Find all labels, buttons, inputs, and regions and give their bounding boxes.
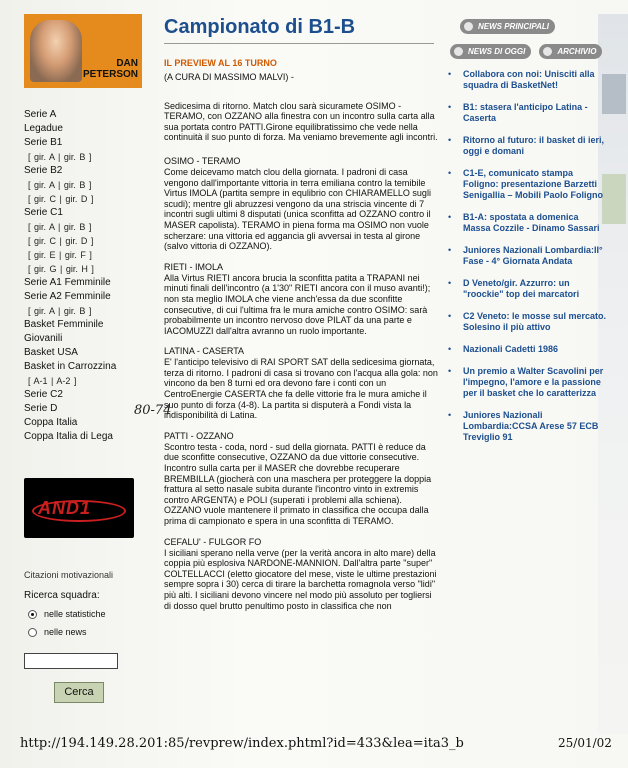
bullet-icon: •	[448, 168, 452, 178]
news-link[interactable]: Juniores Nazionali Lombardia:CCSA Arese 57 ECB Treviglio 91	[463, 410, 599, 442]
news-link[interactable]: D Veneto/gir. Azzurro: un "roockie" top dei marcatori	[463, 278, 580, 299]
bullet-icon: •	[448, 212, 452, 222]
banner-logo-text: AND1	[38, 498, 92, 518]
article-sections	[164, 156, 440, 611]
news-item[interactable]	[448, 344, 608, 355]
nav-item[interactable]: Legadue	[24, 123, 63, 134]
nav-subgroup-links[interactable]: [ gir. A | gir. B ]	[28, 152, 92, 162]
section-heading: LATINA - CASERTA	[164, 346, 245, 357]
nav-subgroup-links[interactable]: [ gir. A | gir. B ]	[28, 180, 92, 190]
nav-item[interactable]: Giovanili	[24, 333, 63, 344]
nav-item[interactable]: Coppa Italia di Lega	[24, 431, 113, 442]
nav-item[interactable]: Serie B2	[24, 165, 63, 176]
nav-subgroup-links[interactable]: [ gir. C | gir. D ]	[28, 236, 94, 246]
league-navigation	[24, 108, 144, 444]
news-item[interactable]	[448, 135, 608, 157]
section-body: Alla Virtus RIETI ancora brucia la sconfitta patita a TRAPANI nei minuti finali dell'incontro (a 1'30" RIETI ancora con il muso avanti!); non sta meglio IMOLA che viene anch'essa da due sconfitte consecutive, di cui l'ultima fra le mura amiche contro OSIMO: sarà probabilmente un incontro nervoso dove PILAT da una parte e IACOMUZZI dall'altra avranno un ruolo importante.	[164, 272, 431, 336]
news-item[interactable]	[448, 102, 608, 124]
bullet-icon: •	[448, 278, 452, 288]
section-body: E' l'anticipo televisivo di RAI SPORT SAT della sedicesima giornata, terza di ritorno. I padroni di casa si trovano con l'acqua alla gola: non vincono da ben 8 turni ed ora devono fare i conti con un CentroEnergie CASERTA che fa delle vittorie fra le mura amiche il suo punto di forza (4-8). La partita si disputerà a Fondi vista la indisponibilità di Latina.	[164, 357, 438, 421]
news-item[interactable]	[448, 168, 608, 201]
nav-item[interactable]: Serie B1	[24, 137, 63, 148]
section-body: Come deicevamo match clou della giornata. I padroni di casa vengono dall'importante vittoria in terra emiliana contro la temibile Virtus IMOLA (partita sempre in equlibrio con CHIARAMELLO sugli scudi); mentre gli abruzzesi vengono da una striscia vincente di 7 incontri sugli ultimi 8 disputati (unica sconfitta ad OZZANO contro il MASER capolista). TERAMO in piena forma ma OSIMO non vuole scherzare: una vittoria ed aggancia gli avversai in testa al girone (salvo vittoria di OZZANO).	[164, 166, 431, 252]
nav-subgroup-links[interactable]: [ gir. E | gir. F ]	[28, 250, 92, 260]
news-list	[448, 69, 608, 443]
nav-item[interactable]: Serie C2	[24, 389, 63, 400]
bullet-icon: •	[448, 311, 452, 321]
news-item[interactable]	[448, 410, 608, 443]
article-credit: (A CURA DI MASSIMO MALVI) -	[164, 72, 294, 82]
bullet-icon: •	[448, 102, 452, 112]
bullet-icon: •	[448, 344, 452, 354]
nav-subgroup-links[interactable]: [ gir. G | gir. H ]	[28, 264, 94, 274]
news-item[interactable]	[448, 278, 608, 300]
nav-item[interactable]: Serie A1 Femminile	[24, 277, 111, 288]
news-link[interactable]: B1-A: spostata a domenica Massa Cozzile - Dinamo Sassari	[463, 212, 600, 233]
section-heading: PATTI - OZZANO	[164, 430, 234, 441]
section-heading: RIETI - IMOLA	[164, 261, 224, 272]
article-intro: Sedicesima di ritorno. Match clou sarà sicuramete OSIMO - TERAMO, con OZZANO alla finestra con un incontro sulla carta alla sua portata contro PATTI.Girone equilibratissimo che vede nella continuità il suo punto di forza. Ma veniamo brevemente agli incontri.	[164, 100, 438, 143]
article	[164, 16, 440, 611]
nav-item[interactable]: Serie A2 Femminile	[24, 291, 111, 302]
tab-news-di-oggi[interactable]: NEWS DI OGGI	[450, 44, 531, 59]
radio-selected-icon[interactable]	[28, 610, 37, 619]
news-item[interactable]	[448, 311, 608, 333]
section-heading: CEFALU' - FULGOR FO	[164, 536, 262, 547]
nav-item[interactable]: Basket Femminile	[24, 319, 104, 330]
news-item[interactable]	[448, 245, 608, 267]
bullet-icon: •	[448, 410, 452, 420]
news-sidebar	[448, 16, 608, 454]
bullet-icon: •	[448, 245, 452, 255]
news-link[interactable]: C1-E, comunicato stampa Foligno: presentazione Barzetti Senigallia – Mobili Paolo Foligno	[463, 168, 604, 200]
tab-news-principali[interactable]: NEWS PRINCIPALI	[460, 19, 555, 34]
search-team-label: Ricerca squadra:	[24, 590, 100, 601]
news-link[interactable]: C2 Veneto: le mosse sul mercato. Solesino il più attivo	[463, 311, 607, 332]
radio-news-label: nelle news	[44, 627, 87, 637]
news-link[interactable]: Ritorno al futuro: il basket di ieri, oggi e domani	[463, 135, 605, 156]
bullet-icon: •	[448, 366, 452, 376]
news-link[interactable]: Juniores Nazionali Lombardia:II° Fase - 4° Giornata Andata	[463, 245, 603, 266]
print-footer-url: http://194.149.28.201:85/revprew/index.phtml?id=433&lea=ita3_b	[20, 736, 464, 751]
handwritten-score-annotation: 80-74	[134, 403, 172, 418]
nav-item[interactable]: Coppa Italia	[24, 417, 78, 428]
page-title: Campionato di B1-B	[164, 16, 356, 38]
nav-subgroup-links[interactable]: [ gir. A | gir. B ]	[28, 306, 92, 316]
nav-item[interactable]: Serie D	[24, 403, 58, 414]
columnist-name: DAN PETERSON	[82, 58, 138, 80]
print-footer-date: 25/01/02	[558, 736, 612, 750]
tab-archivio[interactable]: ARCHIVIO	[539, 44, 602, 59]
news-item[interactable]	[448, 69, 608, 91]
news-link[interactable]: Un premio a Walter Scavolini per l'impegno, l'amore e la passione per il basket che lo caratterizza	[463, 366, 604, 398]
columnist-logo[interactable]	[24, 14, 142, 88]
news-link[interactable]: Nazionali Cadetti 1986	[463, 344, 559, 354]
cerca-button[interactable]: Cerca	[54, 682, 104, 703]
nav-item[interactable]: Serie C1	[24, 207, 63, 218]
radio-stats-option[interactable]	[24, 609, 144, 619]
news-link[interactable]: Collabora con noi: Unisciti alla squadra di BasketNet!	[463, 69, 595, 90]
title-divider	[164, 43, 434, 44]
nav-subgroup-links[interactable]: [ A-1 | A-2 ]	[28, 376, 77, 386]
radio-news-option[interactable]	[24, 627, 144, 637]
nav-item[interactable]: Basket in Carrozzina	[24, 361, 117, 372]
news-item[interactable]	[448, 212, 608, 234]
portrait-image	[30, 20, 82, 82]
and1-banner[interactable]	[24, 478, 134, 538]
nav-subgroup-links[interactable]: [ gir. A | gir. B ]	[28, 222, 92, 232]
nav-item[interactable]: Basket USA	[24, 347, 78, 358]
citazioni-link[interactable]: Citazioni motivazionali	[24, 570, 114, 580]
article-kicker: IL PREVIEW AL 16 TURNO	[164, 58, 277, 68]
nav-item[interactable]: Serie A	[24, 109, 57, 120]
radio-unselected-icon[interactable]	[28, 628, 37, 637]
news-item[interactable]	[448, 366, 608, 399]
team-search-input[interactable]	[24, 653, 118, 669]
bullet-icon: •	[448, 135, 452, 145]
news-link[interactable]: B1: stasera l'anticipo Latina - Caserta	[463, 102, 588, 123]
nav-subgroup-links[interactable]: [ gir. C | gir. D ]	[28, 194, 94, 204]
radio-stats-label: nelle statistiche	[44, 609, 106, 619]
left-sidebar	[24, 14, 144, 703]
section-body: Scontro testa - coda, nord - sud della giornata. PATTI è reduce da due sconfitte consecutive, OZZANO da due vittorie consecutive. Incontro sulla carta per il MASER che dovrebbe recuperare BREMBILLA (giocherà con una maschera per proteggere la doppia frattura al setto nasale subita durante l'incontro vinto in extremis contro ARGENTA) e POLI (superati i problemi alla schiena). OZZANO vuole mantenere il primato in classifica che occupa dalla prima di campionato e spera in una sconfitta di TERAMO.	[164, 441, 432, 526]
section-heading: OSIMO - TERAMO	[164, 155, 241, 166]
bullet-icon: •	[448, 69, 452, 79]
section-body: I siciliani sperano nella verve (per la verità ancora in alto mare) della coppia più esplosiva NARDONE-MANNION. Dall'altra parte "super" COLTELLACCI (eletto giocatore del mese, viste le ultime prestazioni sempre sopra i 30) cerca di tirare la barchetta romagnola verso "lidi" più alti. I siciliani devono vincere nel modo più assoluto per togliersi di dosso quel brutto penultimo posto in classifica che non	[164, 547, 437, 611]
